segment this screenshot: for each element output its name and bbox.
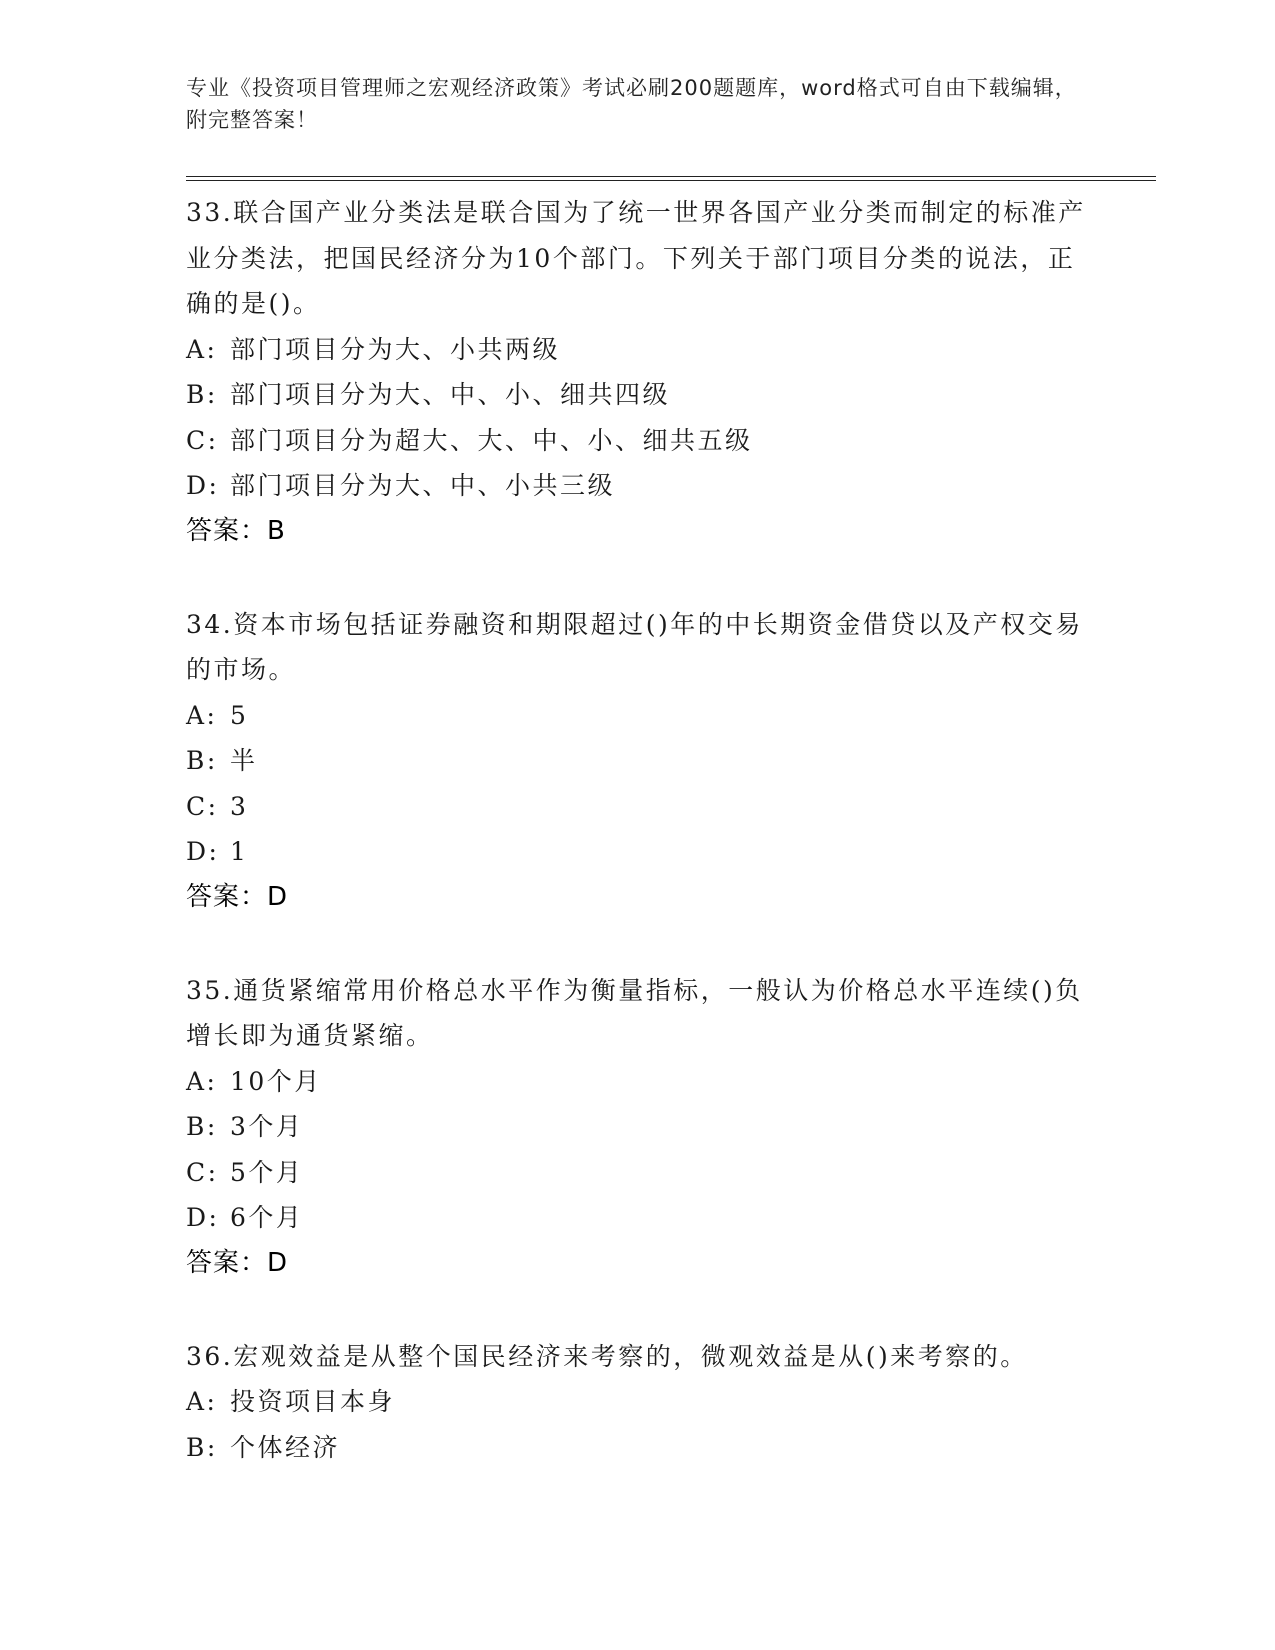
option-text: 个体经济 <box>230 1432 341 1462</box>
option-d <box>186 463 1086 509</box>
option-letter: C: <box>186 1157 219 1187</box>
option-d <box>186 829 1086 875</box>
option-letter: B: <box>186 1432 218 1462</box>
answer-label: 答案： <box>186 1247 268 1278</box>
option-text: 6个月 <box>230 1203 304 1232</box>
header-divider <box>186 176 1156 181</box>
option-letter: C: <box>186 425 219 455</box>
question-stem: 35.通货紧缩常用价格总水平作为衡量指标，一般认为价格总水平连续()负增长即为通货紧缩。 <box>186 975 1083 1050</box>
option-letter: D: <box>186 1203 220 1232</box>
question-33 <box>186 190 1086 554</box>
option-text: 部门项目分为大、中、小共三级 <box>230 471 616 500</box>
question-34 <box>186 602 1086 920</box>
option-text: 半 <box>230 746 258 775</box>
question-stem: 34.资本市场包括证券融资和期限超过()年的中长期资金借贷以及产权交易的市场。 <box>186 609 1083 684</box>
option-a <box>186 693 1086 739</box>
option-d <box>186 1195 1086 1241</box>
question-stem: 36.宏观效益是从整个国民经济来考察的，微观效益是从()来考察的。 <box>186 1341 1028 1371</box>
option-c <box>186 418 1086 464</box>
option-b <box>186 1104 1086 1150</box>
option-text: 部门项目分为大、小共两级 <box>230 334 561 364</box>
option-letter: D: <box>186 837 220 866</box>
option-letter: B: <box>186 1112 218 1141</box>
option-letter: A: <box>186 334 218 364</box>
answer-label: 答案： <box>186 515 268 546</box>
option-letter: A: <box>186 700 218 730</box>
answer-line <box>186 875 1086 920</box>
option-a <box>186 1379 1086 1425</box>
option-letter: A: <box>186 1066 218 1096</box>
option-b <box>186 738 1086 784</box>
question-36 <box>186 1334 1086 1471</box>
answer-value: D <box>267 881 289 912</box>
option-letter: A: <box>186 1387 218 1416</box>
option-text: 5个月 <box>230 1157 304 1187</box>
option-b <box>186 1425 1086 1471</box>
option-text: 1 <box>230 837 249 866</box>
answer-value: D <box>267 1247 289 1278</box>
option-a <box>186 1059 1086 1105</box>
question-35 <box>186 968 1086 1286</box>
answer-line <box>186 509 1086 554</box>
option-letter: B: <box>186 746 218 775</box>
answer-line <box>186 1241 1086 1286</box>
option-text: 投资项目本身 <box>230 1387 396 1416</box>
option-c <box>186 784 1086 830</box>
question-list <box>186 190 1086 1518</box>
option-letter: B: <box>186 380 218 409</box>
option-letter: D: <box>186 471 220 500</box>
option-text: 部门项目分为超大、大、中、小、细共五级 <box>230 425 753 455</box>
answer-label: 答案： <box>186 881 268 912</box>
option-a <box>186 327 1086 373</box>
document-header: 专业《投资项目管理师之宏观经济政策》考试必刷200题题库，word格式可自由下载编辑，附完整答案！ <box>186 76 1077 132</box>
option-text: 部门项目分为大、中、小、细共四级 <box>230 380 671 409</box>
option-letter: C: <box>186 791 219 821</box>
option-c <box>186 1150 1086 1196</box>
answer-value: B <box>267 515 286 546</box>
option-text: 5 <box>230 700 249 730</box>
option-text: 10个月 <box>230 1066 322 1096</box>
option-text: 3 <box>230 791 249 821</box>
option-text: 3个月 <box>230 1112 304 1141</box>
question-stem: 33.联合国产业分类法是联合国为了统一世界各国产业分类而制定的标准产业分类法，把国民经济分为10个部门。下列关于部门项目分类的说法，正确的是()。 <box>186 198 1086 318</box>
option-b <box>186 372 1086 418</box>
